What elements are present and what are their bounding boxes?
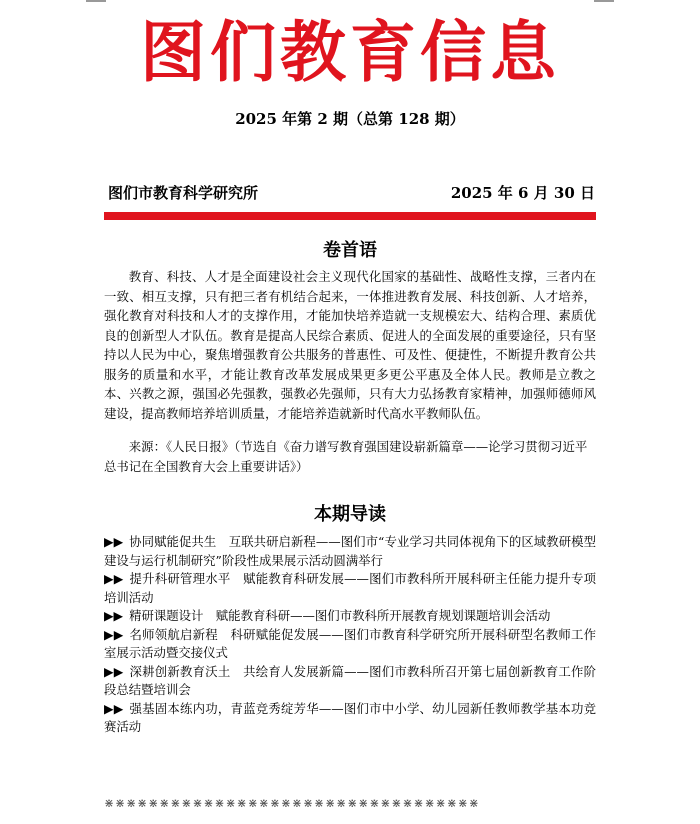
arrow-icon: ▶▶	[104, 626, 124, 642]
arrow-icon: ▶▶	[104, 700, 124, 716]
toc-item[interactable]	[104, 533, 596, 570]
publication-date: 2025 年 6 月 30 日	[450, 184, 595, 202]
toc-item-text: 强基固本练内功，青蓝竞秀绽芳华——图们市中小学、幼儿园新任教师教学基本功竞赛活动	[104, 700, 597, 734]
toc-item[interactable]	[104, 570, 596, 607]
toc-item[interactable]	[104, 700, 596, 737]
toc-item-text: 精研课题设计 赋能教育科研——图们市教科所开展教育规划课题培训会活动	[129, 608, 551, 623]
arrow-icon: ▶▶	[104, 608, 124, 623]
toc-item[interactable]	[104, 607, 596, 626]
foreword-body: 教育、科技、人才是全面建设社会主义现代化国家的基础性、战略性支撑，三者内在一致、相互支撑，只有把三者有机结合起来，一体推进教育发展、科技创新、人才培养，强化教育对科技和人才的支撑作用，才能加快培养造就一支规模宏大、结构合理、素质优良的创新型人才队伍。教育是提高人民综合素质、促进人的全面发展的重要途径，只有坚持以人民为中心，聚焦增强教育公共服务的普惠性、可及性、便捷性，不断提升教育公共服务的质量和水平，才能让教育改革发展成果更多更公平惠及全体人民。教师是立教之本、兴教之源，强国必先强教，强教必先强师，只有大力弘扬教育家精神，加强师德师风建设，提高教师培养培训质量，才能培养造就新时代高水平教师队伍。	[104, 269, 596, 421]
toc-list	[104, 533, 596, 737]
toc-item-text: 深耕创新教育沃土 共绘育人发展新篇——图们市教科所召开第七届创新教育工作阶段总结暨培训会	[104, 663, 597, 697]
toc-heading: 本期导读	[314, 504, 386, 525]
issue-number: 2025 年第 2 期（总第 128 期）	[235, 110, 465, 128]
arrow-icon: ▶▶	[104, 663, 124, 679]
toc-item[interactable]	[104, 663, 596, 700]
foreword-heading: 卷首语	[323, 240, 377, 261]
red-divider	[104, 212, 596, 220]
arrow-icon: ▶▶	[104, 534, 124, 549]
crop-mark-right	[594, 0, 614, 2]
toc-item-text: 协同赋能促共生 互联共研启新程——图们市“专业学习共同体视角下的区域教研模型建设与运行机制研究”阶段性成果展示活动圆满举行	[104, 534, 596, 568]
foreword-source: 来源：《人民日报》（节选自《奋力谱写教育强国建设崭新篇章——论学习贯彻习近平总书记在全国教育大会上重要讲话》）	[104, 439, 588, 474]
arrow-icon: ▶▶	[104, 571, 124, 586]
masthead-title: 图们教育信息	[140, 13, 560, 91]
crop-mark-left	[86, 0, 106, 2]
toc-item-text: 名师领航启新程 科研赋能促发展——图们市教育科学研究所开展科研型名教师工作室展示活动暨交接仪式	[104, 626, 597, 660]
publisher: 图们市教育科学研究所	[108, 184, 259, 202]
decorative-star-border: ⋇⋇⋇⋇⋇⋇⋇⋇⋇⋇⋇⋇⋇⋇⋇⋇⋇⋇⋇⋇⋇⋇⋇⋇⋇⋇⋇⋇⋇⋇⋇⋇⋇⋇	[104, 796, 480, 810]
toc-item-text: 提升科研管理水平 赋能教育科研发展——图们市教科所开展科研主任能力提升专项培训活动	[104, 571, 597, 605]
toc-item[interactable]	[104, 626, 596, 663]
